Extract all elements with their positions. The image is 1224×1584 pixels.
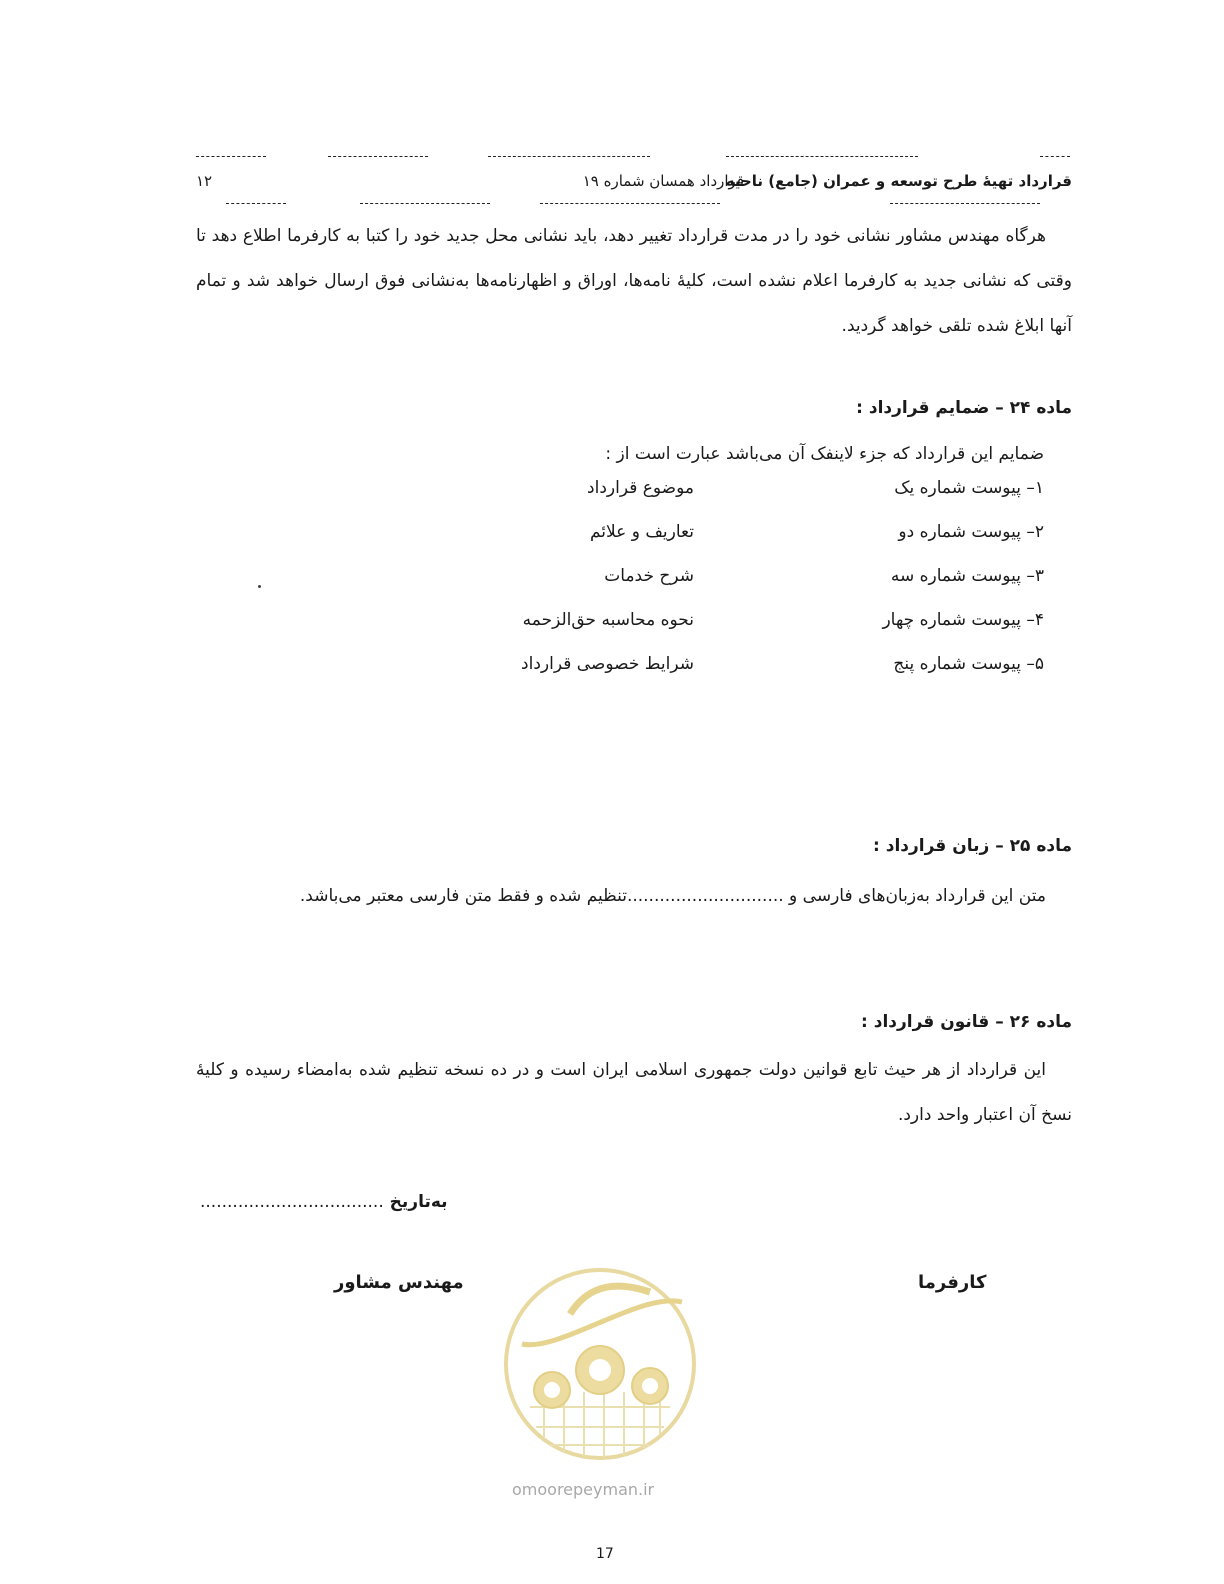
article-26-heading: ماده ۲۶ – قانون قرارداد : [861, 1012, 1072, 1032]
article-24-intro: ضمایم این قرارداد که جزء لاینفک آن می‌باشد عبارت است از : [605, 444, 1044, 464]
header-title: قرارداد تهیهٔ طرح توسعه و عمران (جامع) ناحیه [725, 172, 1072, 190]
header-rule-segment [196, 156, 266, 157]
article-26-body: این قرارداد از هر حیث تابع قوانین دولت جمهوری اسلامی ایران است و در ده نسخه تنظیم شده به‌امضاء رسیده و کلیهٔ نسخ آن اعتبار واحد دارد. [196, 1060, 1072, 1125]
stray-mark [258, 585, 261, 588]
watermark-seal-icon [500, 1262, 700, 1500]
annex-item [196, 610, 1044, 654]
header-subtitle: قرارداد همسان شماره ۱۹ [582, 172, 744, 190]
article-24-heading: ماده ۲۴ – ضمایم قرارداد : [856, 398, 1072, 418]
intro-paragraph: هرگاه مهندس مشاور نشانی خود را در مدت قرارداد تغییر دهد، باید نشانی محل جدید خود را کتبا به کارفرما اطلاع دهد تا وقتی که نشانی جدید به کارفرما اعلام نشده است، کلیهٔ نامه‌ها، اوراق و اظهارنامه‌ها به‌نشانی فوق ارسال خواهد شد و تمام آنها ابلاغ شده تلقی خواهد گردید. [196, 226, 1072, 336]
annex-item-title: تعاریف و علائم [589, 522, 694, 542]
annex-item-number: ۱– پیوست شماره یک [894, 478, 1044, 498]
header-rule-segment [488, 156, 650, 157]
annex-item [196, 478, 1044, 522]
header-rule-segment [226, 203, 286, 204]
date-blank: .................................. [200, 1192, 384, 1212]
signature-consultant: مهندس مشاور [334, 1272, 464, 1293]
annex-item-number: ۳– پیوست شماره سه [890, 566, 1044, 586]
header-rule-segment [1040, 156, 1070, 157]
header-rule-segment [540, 203, 720, 204]
page-number: 17 [596, 1546, 614, 1562]
annex-item [196, 522, 1044, 566]
annex-item [196, 654, 1044, 698]
annex-item-title: شرح خدمات [604, 566, 694, 586]
annex-item [196, 566, 1044, 610]
annex-list [196, 478, 1044, 698]
header-rule-segment [328, 156, 428, 157]
signature-employer: کارفرما [918, 1272, 987, 1293]
annex-item-number: ۵– پیوست شماره پنج [893, 654, 1044, 674]
header-page-number: ۱۲ [196, 172, 213, 190]
annex-item-title: شرایط خصوصی قرارداد [521, 654, 694, 674]
annex-item-number: ۴– پیوست شماره چهار [882, 610, 1044, 630]
annex-item-title: موضوع قرارداد [587, 478, 694, 498]
page-header [196, 168, 1072, 198]
article-25-heading: ماده ۲۵ – زبان قرارداد : [873, 836, 1072, 856]
annex-item-number: ۲– پیوست شماره دو [898, 522, 1044, 542]
watermark-site: omoorepeyman.ir [512, 1480, 655, 1499]
header-rule-segment [726, 156, 918, 157]
header-rule-segment [890, 203, 1040, 204]
header-rule-segment [360, 203, 490, 204]
date-label: به‌تاریخ [389, 1192, 448, 1212]
article-25-body: متن این قرارداد به‌زبان‌های فارسی و .............................تنظیم شده و فقط متن فارسی معتبر می‌باشد. [299, 886, 1046, 906]
annex-item-title: نحوه محاسبه حق‌الزحمه [522, 610, 694, 630]
date-line [200, 1192, 448, 1212]
